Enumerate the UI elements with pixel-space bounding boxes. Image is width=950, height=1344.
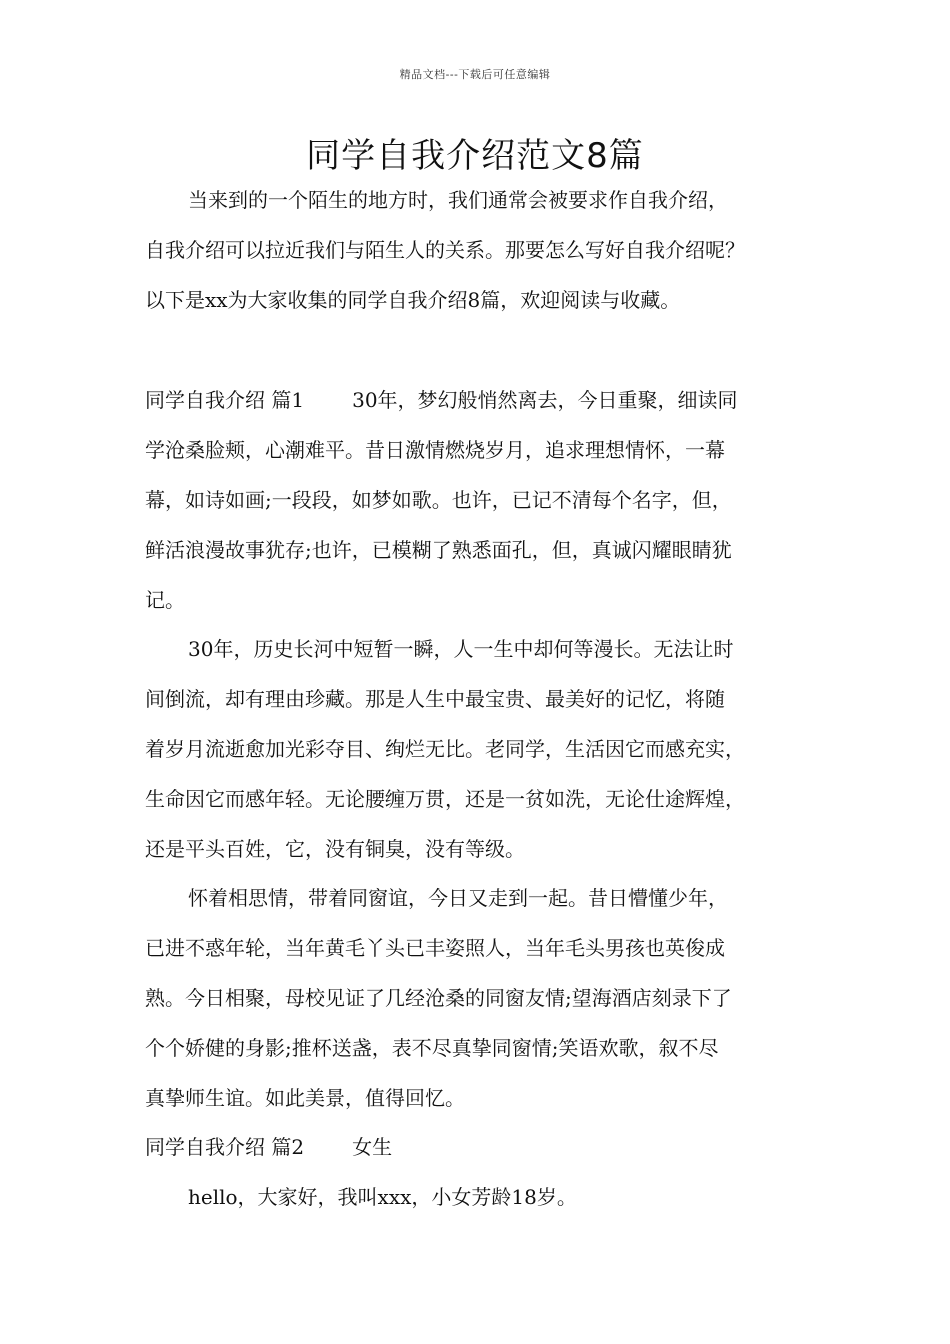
paragraph-line: 30年，历史长河中短暂一瞬，人一生中却何等漫长。无法让时 xyxy=(188,637,734,661)
paragraph-line: 记。 xyxy=(145,588,185,612)
section-heading: 同学自我介绍 篇1 xyxy=(145,388,305,412)
paragraph-line: 学沧桑脸颊，心潮难平。昔日激情燃烧岁月，追求理想情怀，一幕 xyxy=(145,438,725,462)
paragraph-line: 幕，如诗如画;一段段，如梦如歌。也许，已记不清每个名字，但， xyxy=(145,488,732,512)
section-2-first-line xyxy=(145,1131,835,1163)
paragraph-line: 怀着相思情，带着同窗谊，今日又走到一起。昔日懵懂少年， xyxy=(188,886,728,910)
intro-line-2: 自我介绍可以拉近我们与陌生人的关系。那要怎么写好自我介绍呢？ xyxy=(145,238,745,262)
intro-line-3: 以下是xx为大家收集的同学自我介绍8篇，欢迎阅读与收藏。 xyxy=(145,288,681,312)
paragraph-line: 生命因它而感年轻。无论腰缠万贯，还是一贫如洗，无论仕途辉煌， xyxy=(145,787,745,811)
section-heading: 同学自我介绍 篇2 xyxy=(145,1135,305,1159)
paragraph-line: 鲜活浪漫故事犹存;也许，已模糊了熟悉面孔，但，真诚闪耀眼睛犹 xyxy=(145,538,732,562)
section-1-first-line xyxy=(145,384,835,416)
paragraph-text: 女生 xyxy=(352,1135,393,1159)
paragraph-line: 个个娇健的身影;推杯送盏，表不尽真挚同窗情;笑语欢歌，叙不尽 xyxy=(145,1036,719,1060)
page-header: 精品文档---下载后可任意编辑 xyxy=(399,68,551,81)
intro-line-1: 当来到的一个陌生的地方时，我们通常会被要求作自我介绍， xyxy=(188,188,728,212)
paragraph-text: 30年，梦幻般悄然离去，今日重聚，细读同 xyxy=(352,388,738,412)
paragraph-line: 间倒流，却有理由珍藏。那是人生中最宝贵、最美好的记忆，将随 xyxy=(145,687,725,711)
paragraph-line: 已进不惑年轮，当年黄毛丫头已丰姿照人，当年毛头男孩也英俊成 xyxy=(145,936,725,960)
paragraph-line: 还是平头百姓，它，没有铜臭，没有等级。 xyxy=(145,837,525,861)
document-title: 同学自我介绍范文8篇 xyxy=(306,136,644,176)
paragraph-line: 着岁月流逝愈加光彩夺目、绚烂无比。老同学，生活因它而感充实， xyxy=(145,737,745,761)
paragraph-line: 熟。今日相聚，母校见证了几经沧桑的同窗友情;望海酒店刻录下了 xyxy=(145,986,732,1010)
paragraph-line: 真挚师生谊。如此美景，值得回忆。 xyxy=(145,1086,465,1110)
paragraph-line: hello，大家好，我叫xxx，小女芳龄18岁。 xyxy=(188,1185,577,1209)
